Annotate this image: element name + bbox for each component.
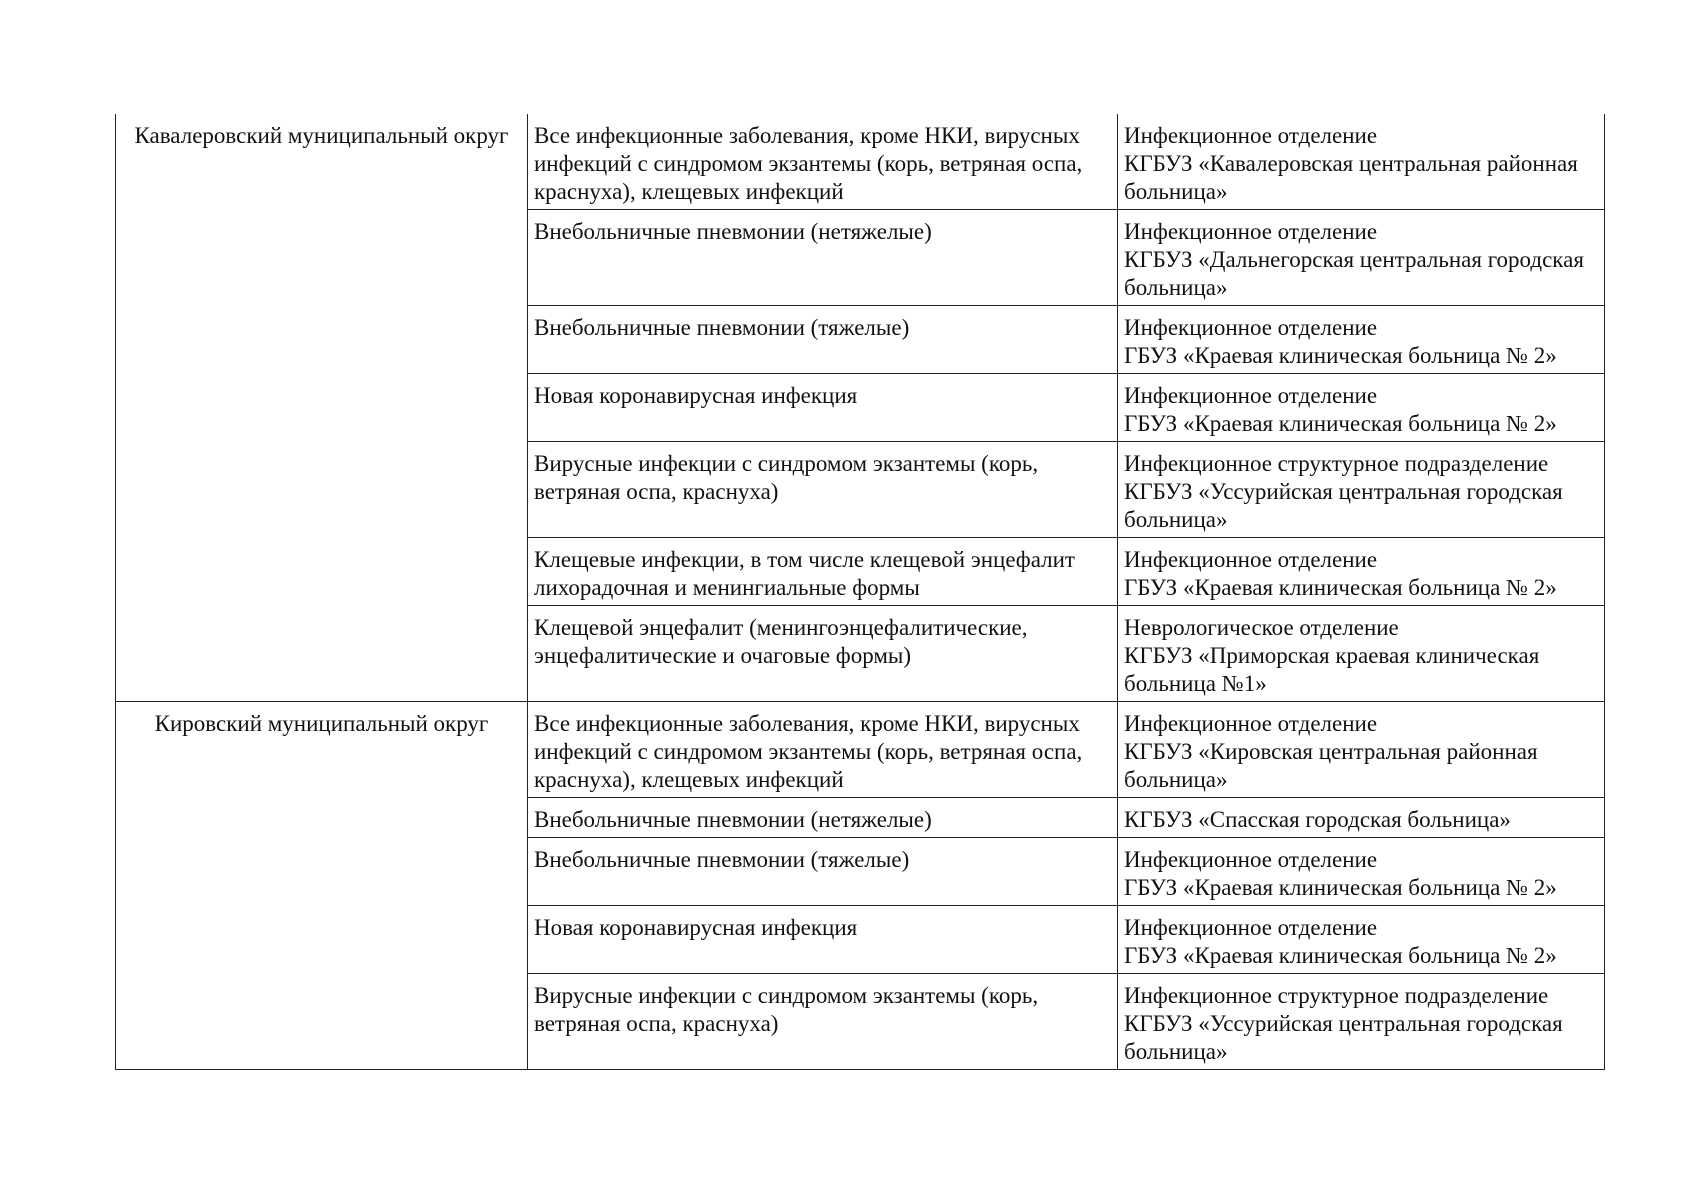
institution-name: ГБУЗ «Краевая клиническая больница № 2» bbox=[1124, 875, 1557, 900]
disease-cell: Внебольничные пневмонии (нетяжелые) bbox=[528, 210, 1118, 306]
hospital-cell bbox=[1118, 974, 1605, 1070]
district-name: Кировский муниципальный округ bbox=[154, 711, 489, 736]
institution-name: КГБУЗ «Приморская краевая клиническая больница №1» bbox=[1124, 643, 1546, 696]
district-name: Кавалеровский муниципальный округ bbox=[134, 123, 509, 148]
institution-name: ГБУЗ «Краевая клиническая больница № 2» bbox=[1124, 343, 1557, 368]
institution-name: КГБУЗ «Спасская городская больница» bbox=[1124, 807, 1511, 832]
hospital-cell bbox=[1118, 606, 1605, 702]
department-name: Инфекционное отделение bbox=[1124, 711, 1378, 736]
department-name: Неврологическое отделение bbox=[1124, 615, 1399, 640]
institution-name: КГБУЗ «Уссурийская центральная городская больница» bbox=[1124, 479, 1569, 532]
disease-cell: Вирусные инфекции с синдромом экзантемы (корь, ветряная оспа, краснуха) bbox=[528, 974, 1118, 1070]
department-name: Инфекционное отделение bbox=[1124, 123, 1378, 148]
routing-table-body bbox=[116, 114, 1605, 1070]
district-cell bbox=[116, 702, 528, 1070]
hospital-cell bbox=[1118, 906, 1605, 974]
disease-cell: Вирусные инфекции с синдромом экзантемы (корь, ветряная оспа, краснуха) bbox=[528, 442, 1118, 538]
hospital-cell bbox=[1118, 114, 1605, 210]
hospital-cell bbox=[1118, 210, 1605, 306]
hospital-cell bbox=[1118, 374, 1605, 442]
disease-cell: Новая коронавирусная инфекция bbox=[528, 906, 1118, 974]
institution-name: КГБУЗ «Уссурийская центральная городская больница» bbox=[1124, 1011, 1569, 1064]
institution-name: ГБУЗ «Краевая клиническая больница № 2» bbox=[1124, 943, 1557, 968]
department-name: Инфекционное отделение bbox=[1124, 547, 1378, 572]
department-name: Инфекционное структурное подразделение bbox=[1124, 983, 1549, 1008]
department-name: Инфекционное отделение bbox=[1124, 219, 1378, 244]
department-name: Инфекционное отделение bbox=[1124, 915, 1378, 940]
hospital-cell bbox=[1118, 798, 1605, 838]
disease-cell: Все инфекционные заболевания, кроме НКИ, вирусных инфекций с синдромом экзантемы (корь, ветряная оспа, краснуха), клещевых инфекций bbox=[528, 114, 1118, 210]
table-row bbox=[116, 702, 1605, 798]
department-name: Инфекционное структурное подразделение bbox=[1124, 451, 1549, 476]
hospital-cell bbox=[1118, 838, 1605, 906]
disease-cell: Внебольничные пневмонии (тяжелые) bbox=[528, 838, 1118, 906]
routing-table bbox=[115, 114, 1605, 1070]
department-name: Инфекционное отделение bbox=[1124, 383, 1378, 408]
hospital-cell bbox=[1118, 538, 1605, 606]
department-name: Инфекционное отделение bbox=[1124, 315, 1378, 340]
institution-name: ГБУЗ «Краевая клиническая больница № 2» bbox=[1124, 575, 1557, 600]
department-name: Инфекционное отделение bbox=[1124, 847, 1378, 872]
hospital-cell bbox=[1118, 306, 1605, 374]
disease-cell: Внебольничные пневмонии (нетяжелые) bbox=[528, 798, 1118, 838]
disease-cell: Все инфекционные заболевания, кроме НКИ, вирусных инфекций с синдромом экзантемы (корь, ветряная оспа, краснуха), клещевых инфекций bbox=[528, 702, 1118, 798]
district-cell bbox=[116, 114, 528, 702]
table-row bbox=[116, 114, 1605, 210]
institution-name: ГБУЗ «Краевая клиническая больница № 2» bbox=[1124, 411, 1557, 436]
hospital-cell bbox=[1118, 442, 1605, 538]
disease-cell: Клещевые инфекции, в том числе клещевой энцефалит лихорадочная и менингиальные формы bbox=[528, 538, 1118, 606]
disease-cell: Новая коронавирусная инфекция bbox=[528, 374, 1118, 442]
hospital-cell bbox=[1118, 702, 1605, 798]
disease-cell: Клещевой энцефалит (менингоэнцефалитические, энцефалитические и очаговые формы) bbox=[528, 606, 1118, 702]
institution-name: КГБУЗ «Дальнегорская центральная городская больница» bbox=[1124, 247, 1590, 300]
institution-name: КГБУЗ «Кавалеровская центральная районная больница» bbox=[1124, 151, 1584, 204]
institution-name: КГБУЗ «Кировская центральная районная больница» bbox=[1124, 739, 1544, 792]
disease-cell: Внебольничные пневмонии (тяжелые) bbox=[528, 306, 1118, 374]
